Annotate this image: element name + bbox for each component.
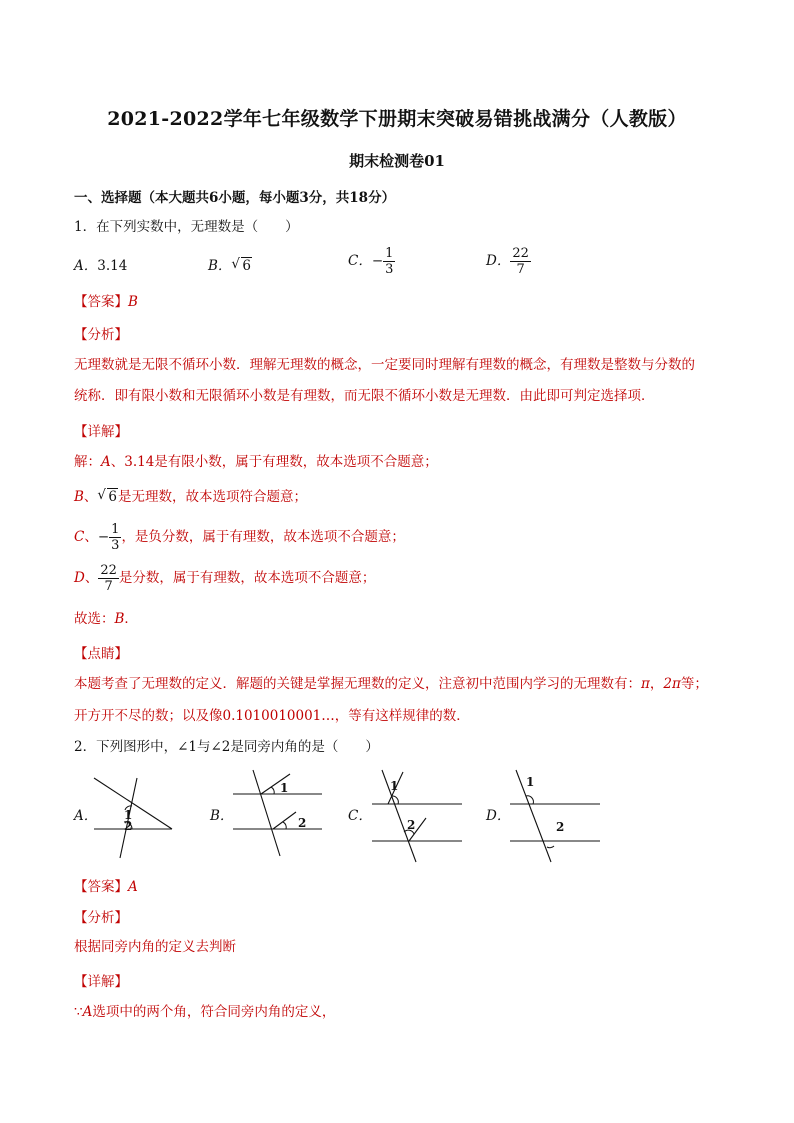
q2-figure-c <box>368 766 468 866</box>
q2-option-a-label: A． <box>74 808 98 824</box>
point-sep: ， <box>649 676 664 692</box>
angle-label: 2 <box>298 816 307 830</box>
q1-detail-d <box>74 563 375 594</box>
angle-label: 1 <box>124 808 133 822</box>
fraction-denominator: 3 <box>111 538 120 553</box>
angle-arc <box>271 787 274 794</box>
q2-analysis-tag: 【分析】 <box>74 910 128 926</box>
q1-analysis-tag: 【分析】 <box>74 327 128 343</box>
fraction-denominator: 7 <box>104 579 113 594</box>
q1-detail-tag: 【详解】 <box>74 424 128 440</box>
answer-tag: 【答案】 <box>74 294 128 310</box>
q1-option-d <box>486 246 531 277</box>
q1-detail-a <box>74 452 438 472</box>
detail-radicand: 6 <box>108 489 118 505</box>
detail-sep: 、 <box>83 489 98 505</box>
q1-point-tag: 【点睛】 <box>74 646 128 662</box>
detail-letter: C <box>74 529 85 545</box>
section-heading: 一、选择题（本大题共6小题，每小题3分，共18分） <box>74 190 396 206</box>
q1-option-b <box>208 256 252 276</box>
fraction-numerator: 22 <box>100 563 117 578</box>
q2-figure-b <box>228 768 328 858</box>
fraction-numerator: 22 <box>512 246 529 261</box>
q1-point-line2: 开方开不尽的数；以及像0.1010010001…，等有这样规律的数． <box>74 708 470 724</box>
q2-analysis-text: 根据同旁内角的定义去判断 <box>74 939 236 955</box>
angle-label: 1 <box>390 779 399 793</box>
q1-choose <box>74 609 138 629</box>
detail-letter: A <box>101 454 111 470</box>
answer-value: B <box>128 294 138 310</box>
point-pi: π <box>641 676 650 692</box>
q2-stem: 2．下列图形中，∠1与∠2是同旁内角的是（ ） <box>74 739 379 755</box>
detail-sign: − <box>97 529 110 545</box>
q1-answer <box>74 290 138 310</box>
q1-analysis-line2: 统称．即有限小数和无限循环小数是有理数，而无限不循环小数是无理数．由此即可判定选择项． <box>74 388 655 404</box>
q2-detail-line <box>74 1002 335 1022</box>
q1-option-a-value: 3.14 <box>97 258 128 274</box>
angle-label: 1 <box>280 781 289 795</box>
fraction-numerator: 1 <box>385 246 394 261</box>
angle-label: 1 <box>526 775 535 789</box>
detail-fraction <box>98 563 119 594</box>
q2-option-c-label: C． <box>348 808 372 824</box>
angle-label: 2 <box>124 819 133 833</box>
detail-sep: 、 <box>84 570 99 586</box>
detail-letter: D <box>74 570 85 586</box>
q1-stem: 1．在下列实数中，无理数是（ ） <box>74 219 299 235</box>
fraction-denominator: 7 <box>516 262 525 277</box>
q1-option-c-label: C． <box>348 253 372 269</box>
q1-option-d-label: D． <box>486 253 511 269</box>
q1-option-a <box>74 256 127 276</box>
q1-option-c <box>348 246 395 277</box>
detail-text: 是分数，属于有理数，故本选项不合题意； <box>118 570 376 586</box>
point-text: 本题考查了无理数的定义．解题的关键是掌握无理数的定义，注意初中范围内学习的无理数有： <box>74 676 641 692</box>
angle-label: 2 <box>407 818 416 832</box>
q1-option-c-fraction <box>383 246 395 277</box>
sqrt-symbol: √ 6 <box>231 256 252 274</box>
q2-option-d-label: D． <box>486 808 511 824</box>
q1-detail-c <box>74 522 405 553</box>
angle-arc <box>547 846 554 848</box>
detail-text: 选项中的两个角，符合同旁内角的定义， <box>92 1004 336 1020</box>
q2-figure-a <box>90 772 180 862</box>
document-title: 2021-2022学年七年级数学下册期末突破易错挑战满分（人教版） <box>107 108 687 130</box>
q2-figure-d <box>506 766 606 866</box>
q2-answer <box>74 875 138 895</box>
q1-option-b-radicand: 6 <box>242 258 252 274</box>
detail-text: 是无理数，故本选项符合题意； <box>118 489 308 505</box>
answer-tag: 【答案】 <box>74 879 128 895</box>
q1-option-d-fraction <box>510 246 531 277</box>
detail-sep: 、 <box>84 529 98 545</box>
q1-option-c-sign: − <box>371 253 384 269</box>
point-text-end: 等； <box>680 676 708 692</box>
point-2pi: 2π <box>663 676 681 692</box>
choose-prefix: 故选： <box>74 611 115 627</box>
figure-line <box>94 778 172 829</box>
detail-text: ，是负分数，属于有理数，故本选项不合题意； <box>121 529 405 545</box>
q1-point-line1 <box>74 674 708 694</box>
angle-arc <box>283 822 286 829</box>
detail-prefix: 解： <box>74 454 101 470</box>
sqrt-symbol: √ 6 <box>97 487 118 505</box>
choose-suffix: ． <box>124 611 138 627</box>
figure-line <box>382 770 416 862</box>
fraction-denominator: 3 <box>385 262 394 277</box>
q2-option-b-label: B． <box>210 808 234 824</box>
q1-analysis-line1: 无理数就是无限不循环小数．理解无理数的概念，一定要同时理解有理数的概念，有理数是整数与分数的 <box>74 357 695 373</box>
detail-letter: B <box>74 489 84 505</box>
detail-fraction <box>109 522 121 553</box>
document-subtitle: 期末检测卷01 <box>349 152 445 170</box>
figure-line <box>273 812 296 829</box>
angle-label: 2 <box>556 820 565 834</box>
detail-letter: A <box>82 1004 93 1020</box>
because-symbol: ∵ <box>74 1004 83 1020</box>
q1-option-a-label: A． <box>74 258 98 274</box>
q2-detail-tag: 【详解】 <box>74 974 128 990</box>
q1-option-b-label: B． <box>208 258 232 274</box>
choose-letter: B <box>114 611 125 627</box>
q1-detail-b <box>74 487 307 507</box>
detail-text: 、3.14是有限小数，属于有理数，故本选项不合题意； <box>110 454 438 470</box>
fraction-numerator: 1 <box>111 522 120 537</box>
figure-line <box>253 770 280 856</box>
answer-value: A <box>128 879 138 895</box>
